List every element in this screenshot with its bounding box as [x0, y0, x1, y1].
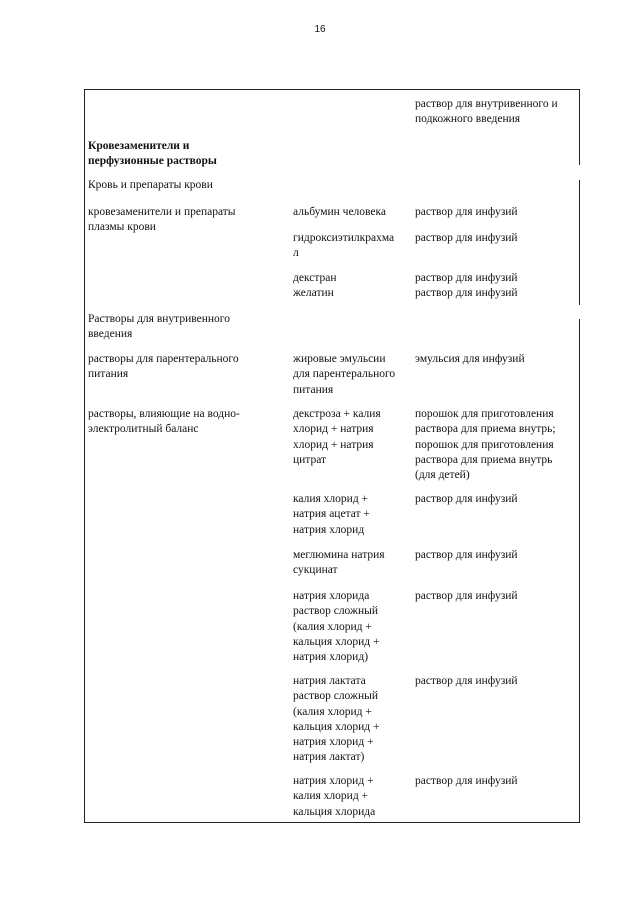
row-2-group: Кровь и препараты крови [88, 179, 213, 191]
row-8-form: порошок для приготовления раствора для приема внутрь; порошок для приготовления раствора для приема внутрь (для детей) [415, 408, 556, 482]
row-8-drug: декстроза + калия хлорид + натрия хлорид + натрия цитрат [293, 408, 381, 466]
row-10-drug: меглюмина натрия сукцинат [293, 549, 385, 577]
row-1-group-heading: Кровезаменители и перфузионные растворы [88, 140, 217, 168]
row-5-form: раствор для инфузий раствор для инфузий [415, 272, 518, 300]
row-8-group: растворы, влияющие на водно- электролитный баланс [88, 408, 240, 436]
row-13-form: раствор для инфузий [415, 775, 518, 787]
row-9-drug: калия хлорид + натрия ацетат + натрия хлорид [293, 493, 370, 536]
row-3-group: кровезаменители и препараты плазмы крови [88, 206, 236, 234]
table-right-gap [578, 165, 583, 180]
row-7-group: растворы для парентерального питания [88, 353, 239, 381]
row-5-drug: декстран желатин [293, 272, 337, 300]
row-10-form: раствор для инфузий [415, 549, 518, 561]
row-3-drug: альбумин человека [293, 206, 387, 218]
row-4-form: раствор для инфузий [415, 232, 518, 244]
page-number: 16 [314, 24, 326, 35]
row-12-drug: натрия лактата раствор сложный (калия хлорид + кальция хлорид + натрия хлорид + натрия лактат) [293, 675, 380, 764]
row-13-drug: натрия хлорид + калия хлорид + кальция хлорида [293, 775, 376, 818]
row-0-form: раствор для внутривенного и подкожного введения [415, 98, 558, 126]
row-4-drug: гидроксиэтилкрахма л [293, 232, 395, 260]
table-right-gap [578, 305, 583, 319]
row-12-form: раствор для инфузий [415, 675, 518, 687]
row-3-form: раствор для инфузий [415, 206, 518, 218]
row-11-form: раствор для инфузий [415, 590, 518, 602]
table-left-rule [84, 89, 85, 822]
row-6-group: Растворы для внутривенного введения [88, 313, 230, 341]
row-9-form: раствор для инфузий [415, 493, 518, 505]
row-7-drug: жировые эмульсии для парентерального питания [293, 353, 396, 396]
row-7-form: эмульсия для инфузий [415, 353, 525, 365]
row-11-drug: натрия хлорида раствор сложный (калия хлорид + кальция хлорид + натрия хлорид) [293, 590, 380, 664]
